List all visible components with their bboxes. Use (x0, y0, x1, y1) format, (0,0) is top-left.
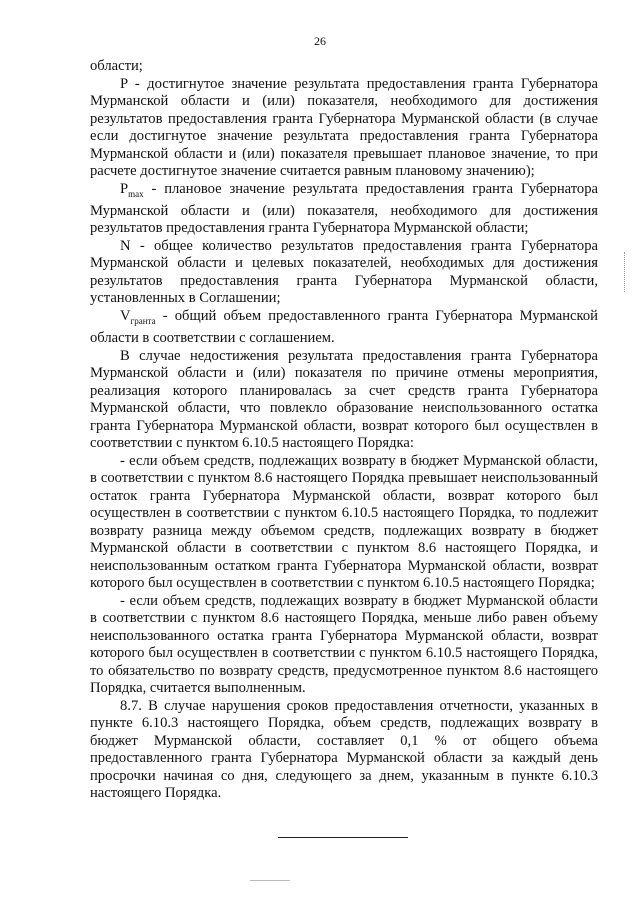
paragraph-n-definition: N - общее количество результатов предоставления гранта Губернатора Мурманской области и целевых показателей, необходимых для достижения результатов предоставления гранта Губернатора Мурманской области, установленных в Соглашении; (90, 237, 598, 307)
paragraph-pmax-definition (90, 181, 598, 238)
pmax-text: - плановое значение результата предоставления гранта Губернатора Мурманской области и (или) показателя, необходимого для достижения результатов предоставления гранта Губернатора Мурманской области; (90, 180, 598, 237)
pmax-subscript: max (128, 188, 144, 199)
pmax-symbol: P (120, 180, 129, 197)
document-body (90, 58, 598, 803)
page-number: 26 (314, 34, 326, 48)
v-symbol: V (120, 307, 131, 324)
paragraph-non-achievement: В случае недостижения результата предоставления гранта Губернатора Мурманской области и (или) показателя по причине отмены мероприятия, реализация которого планировалась за счет средств гранта Губернатора Мурманской области, что повлекло образование неиспользованного остатка гранта Губернатора Мурманской области, возврат которого был осуществлен в соответствии с пунктом 6.10.5 настоящего Порядка: (90, 347, 598, 452)
end-divider (278, 837, 408, 838)
paragraph-case-less-or-equal: - если объем средств, подлежащих возврату в бюджет Мурманской области в соответствии с пунктом 8.6 настоящего Порядка, меньше либо равен объему неиспользованного остатка гранта Губернатора Мурманской области, возврат которого был осуществлен в соответствии с пунктом 6.10.5 настоящего Порядка, то обязательство по возврату средств, предусмотренное пунктом 8.6 настоящего Порядка, считается выполненным. (90, 592, 598, 697)
paragraph-case-exceeds: - если объем средств, подлежащих возврату в бюджет Мурманской области, в соответствии с пунктом 8.6 настоящего Порядка превышает неиспользованный остаток гранта Губернатора Мурманской области, возврат которого был осуществлен в соответствии с пунктом 6.10.5 настоящего Порядка, то подлежит возврату разница между объемом средств, подлежащих возврату в бюджет Мурманской области в соответствии с пунктом 8.6 настоящего Порядка, и неиспользованным остатком гранта Губернатора Мурманской области, возврат которого был осуществлен в соответствии с пунктом 6.10.5 настоящего Порядка; (90, 452, 598, 592)
margin-mark (624, 252, 626, 292)
v-text: - общий объем предоставленного гранта Губернатора Мурманской области в соответствии с соглашением. (90, 307, 598, 347)
scan-mark (250, 880, 290, 881)
paragraph-p-definition: P - достигнутое значение результата предоставления гранта Губернатора Мурманской области и (или) показателя, необходимого для достижения результатов предоставления гранта Губернатора Мурманской области (в случае если достигнутое значение результата предоставления гранта Губернатора Мурманской области и (или) показателя превышает плановое значение, то при расчете достигнутое значение считается равным плановому значению); (90, 75, 598, 179)
paragraph-v-definition (90, 308, 598, 348)
v-subscript: гранта (130, 315, 156, 326)
paragraph-8-7: 8.7. В случае нарушения сроков предоставления отчетности, указанных в пункте 6.10.3 настоящего Порядка, объем средств, подлежащих возврату в бюджет Мурманской области, составляет 0,1 % от общего объема предоставленного гранта Губернатора Мурманской области за каждый день просрочки начиная со дня, следующего за днем, указанным в пункте 6.10.3 настоящего Порядка. (90, 697, 598, 802)
paragraph-continuation: области; (90, 58, 143, 74)
